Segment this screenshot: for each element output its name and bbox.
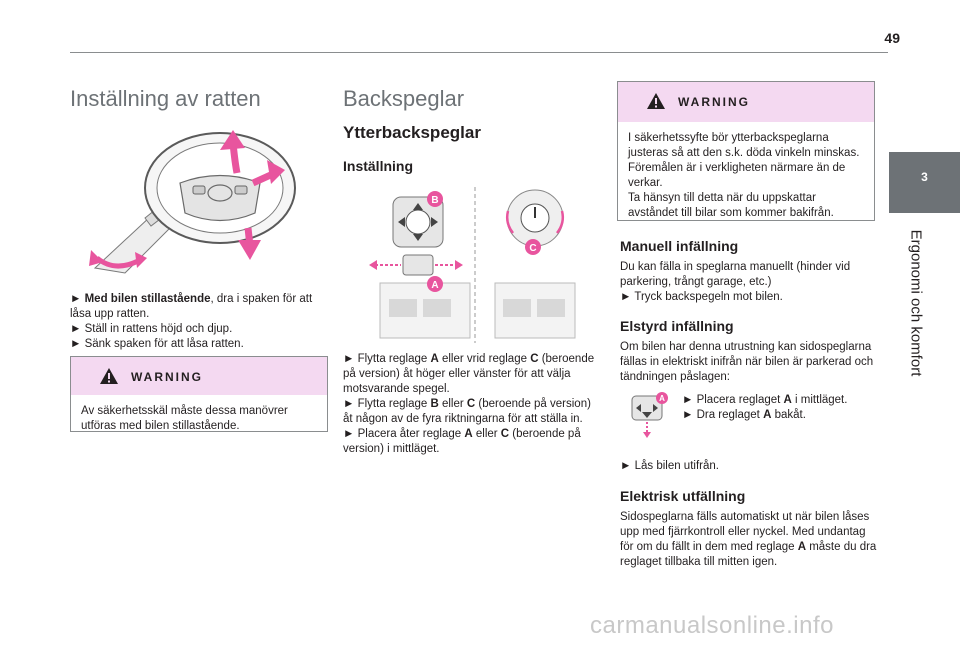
- electric-unfold-title: Elektrisk utfällning: [620, 488, 746, 504]
- warning-title: WARNING: [678, 95, 750, 109]
- warning-text: I säkerhetssyfte bör ytterbackspeglarna justeras så att den s.k. döda vinkeln minskas. Föremålen är i verkligheten närmare än de verkar. Ta hänsyn till detta när du uppskattar avståndet till bilar som kommer bakifrån.: [628, 132, 860, 219]
- figure-label-a: A: [659, 394, 665, 403]
- page-number: 49: [884, 30, 900, 46]
- mirror-control-illustration: [365, 183, 587, 345]
- mirrors-subtitle: Ytterbackspeglar: [343, 123, 481, 142]
- figure-label-b: B: [431, 195, 439, 206]
- chapter-number: 3: [921, 170, 928, 184]
- figure-label-a: A: [431, 280, 439, 291]
- steering-title: Inställning av ratten: [70, 86, 261, 111]
- adjust-section-title: Inställning: [343, 158, 413, 174]
- mirrors-title: Backspeglar: [343, 86, 465, 111]
- electric-unfold-text: Sidospeglarna fälls automatiskt ut när bilen låses upp med fjärrkontroll eller nyckel. Med undantag för om du fällt in dem med reglage A måste du dra reglaget tillbaka till mitten igen.: [620, 511, 877, 568]
- warning-header: [71, 357, 327, 395]
- steering-step: ► Med bilen stillastående, dra i spaken för att låsa upp ratten.: [70, 293, 313, 320]
- manual-fold-text: Du kan fälla in speglarna manuellt (hinder vid parkering, trångt garage, etc.): [620, 261, 851, 288]
- mirror-warning-box: [617, 81, 875, 221]
- top-rule: [70, 52, 888, 53]
- chapter-title: Ergonomi och komfort: [907, 229, 925, 377]
- electric-fold-title: Elstyrd infällning: [620, 318, 734, 334]
- mirror-steps: [343, 352, 598, 457]
- electric-fold-text: Om bilen har denna utrustning kan sidospeglarna fällas in elektriskt inifrån när bilen är parkerad och tändningen påslagen:: [620, 341, 874, 383]
- warning-text: Av säkerhetsskäl måste dessa manövrer utföras med bilen stillastående.: [81, 405, 288, 432]
- warning-triangle-icon: [99, 367, 119, 385]
- mirror-step: ► Flytta reglage A eller vrid reglage C (beroende på version) åt höger eller vänster för att välja motsvarande spegel.: [343, 353, 595, 395]
- lock-car-step: ► Lås bilen utifrån.: [620, 460, 719, 472]
- figure-label-c: C: [529, 243, 537, 254]
- fold-control-illustration: [620, 390, 680, 440]
- warning-triangle-icon: [646, 92, 666, 110]
- watermark: carmanualsonline.info: [590, 612, 834, 639]
- manual-fold-title: Manuell infällning: [620, 238, 739, 254]
- mirror-step: ► Flytta reglage B eller C (beroende på version) åt någon av de fyra riktningarna för att ställa in.: [343, 398, 591, 425]
- warning-header: [618, 82, 874, 122]
- steering-warning-box: [70, 356, 328, 432]
- electric-fold-step: ► Dra reglaget A bakåt.: [682, 409, 806, 421]
- steering-steps: [70, 292, 328, 352]
- electric-fold-steps: [682, 393, 872, 423]
- warning-title: WARNING: [131, 370, 203, 384]
- manual-fold-step: ► Tryck backspegeln mot bilen.: [620, 291, 783, 303]
- mirror-step: ► Placera åter reglage A eller C (beroende på version) i mittläget.: [343, 428, 581, 455]
- electric-fold-step: ► Placera reglaget A i mittläget.: [682, 394, 848, 406]
- steering-wheel-illustration: [85, 128, 305, 278]
- steering-step: ► Sänk spaken för att låsa ratten.: [70, 338, 244, 350]
- manual-fold-body: [620, 260, 875, 305]
- steering-step: ► Ställ in rattens höjd och djup.: [70, 323, 233, 335]
